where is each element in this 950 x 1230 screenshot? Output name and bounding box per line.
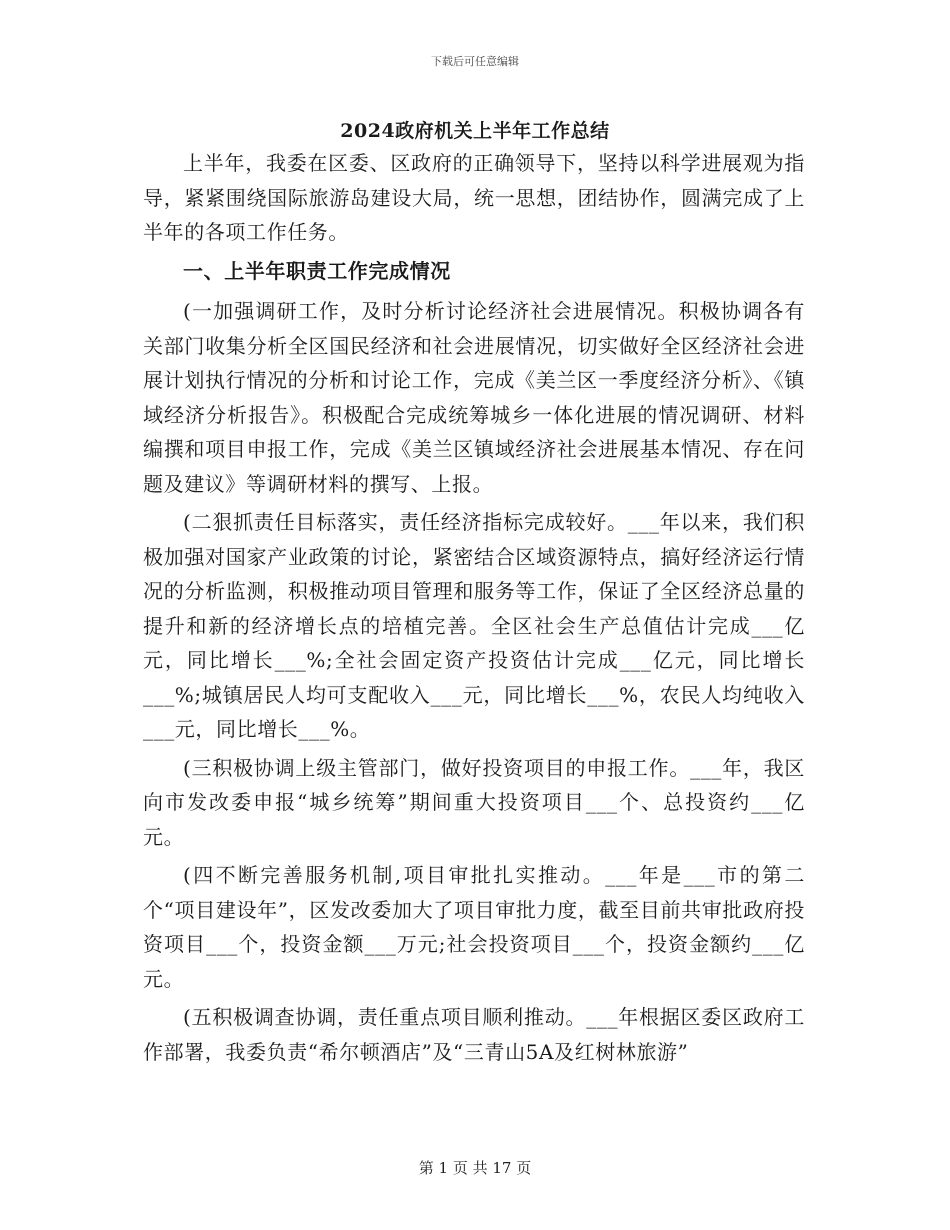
intro-paragraph: 上半年，我委在区委、区政府的正确领导下，坚持以科学进展观为指导，紧紧围绕国际旅游岛建设大局，统一思想，团结协作，圆满完成了上半年的各项工作任务。 bbox=[143, 151, 805, 244]
document-body bbox=[143, 146, 805, 1073]
document-title: 2024政府机关上半年工作总结 bbox=[340, 120, 610, 142]
body-paragraph: (三积极协调上级主管部门，做好投资项目的申报工作。___年，我区向市发改委申报“城乡统筹”期间重大投资项目___个、总投资约___亿元。 bbox=[143, 755, 805, 849]
body-paragraph: (一加强调研工作，及时分析讨论经济社会进展情况。积极协调各有关部门收集分析全区国民经济和社会进展情况，切实做好全区经济社会进展计划执行情况的分析和讨论工作，完成《美兰区一季度经济分析》、《镇域经济分析报告》。积极配合完成统筹城乡一体化进展的情况调研、材料编撰和项目申报工作，完成《美兰区镇域经济社会进展基本情况、存在问题及建议》等调研材料的撰写、上报。 bbox=[143, 299, 805, 496]
body-paragraph: (五积极调查协调，责任重点项目顺利推动。___年根据区委区政府工作部署，我委负责“希尔顿酒店”及“三青山5A及红树林旅游” bbox=[143, 1005, 805, 1064]
body-paragraph: (四不断完善服务机制,项目审批扎实推动。___年是___市的第二个“项目建设年”，区发改委加大了项目审批力度，截至目前共审批政府投资项目___个，投资金额___万元;社会投资项目___个，投资金额约___亿元。 bbox=[143, 863, 805, 991]
section-heading: 一、上半年职责工作完成情况 bbox=[183, 258, 451, 283]
body-paragraph: (二狠抓责任目标落实，责任经济指标完成较好。___年以来，我们积极加强对国家产业政策的讨论，紧密结合区域资源特点，搞好经济运行情况的分析监测，积极推动项目管理和服务等工作，保证了全区经济总量的提升和新的经济增长点的培植完善。全区社会生产总值估计完成___亿元，同比增长___%;全社会固定资产投资估计完成___亿元，同比增长___%;城镇居民人均可支配收入___元，同比增长___%，农民人均纯收入___元，同比增长___%。 bbox=[143, 510, 805, 741]
page-header-note: 下载后可任意编辑 bbox=[431, 55, 519, 68]
page-number-footer: 第 1 页 共 17 页 bbox=[418, 1159, 532, 1177]
